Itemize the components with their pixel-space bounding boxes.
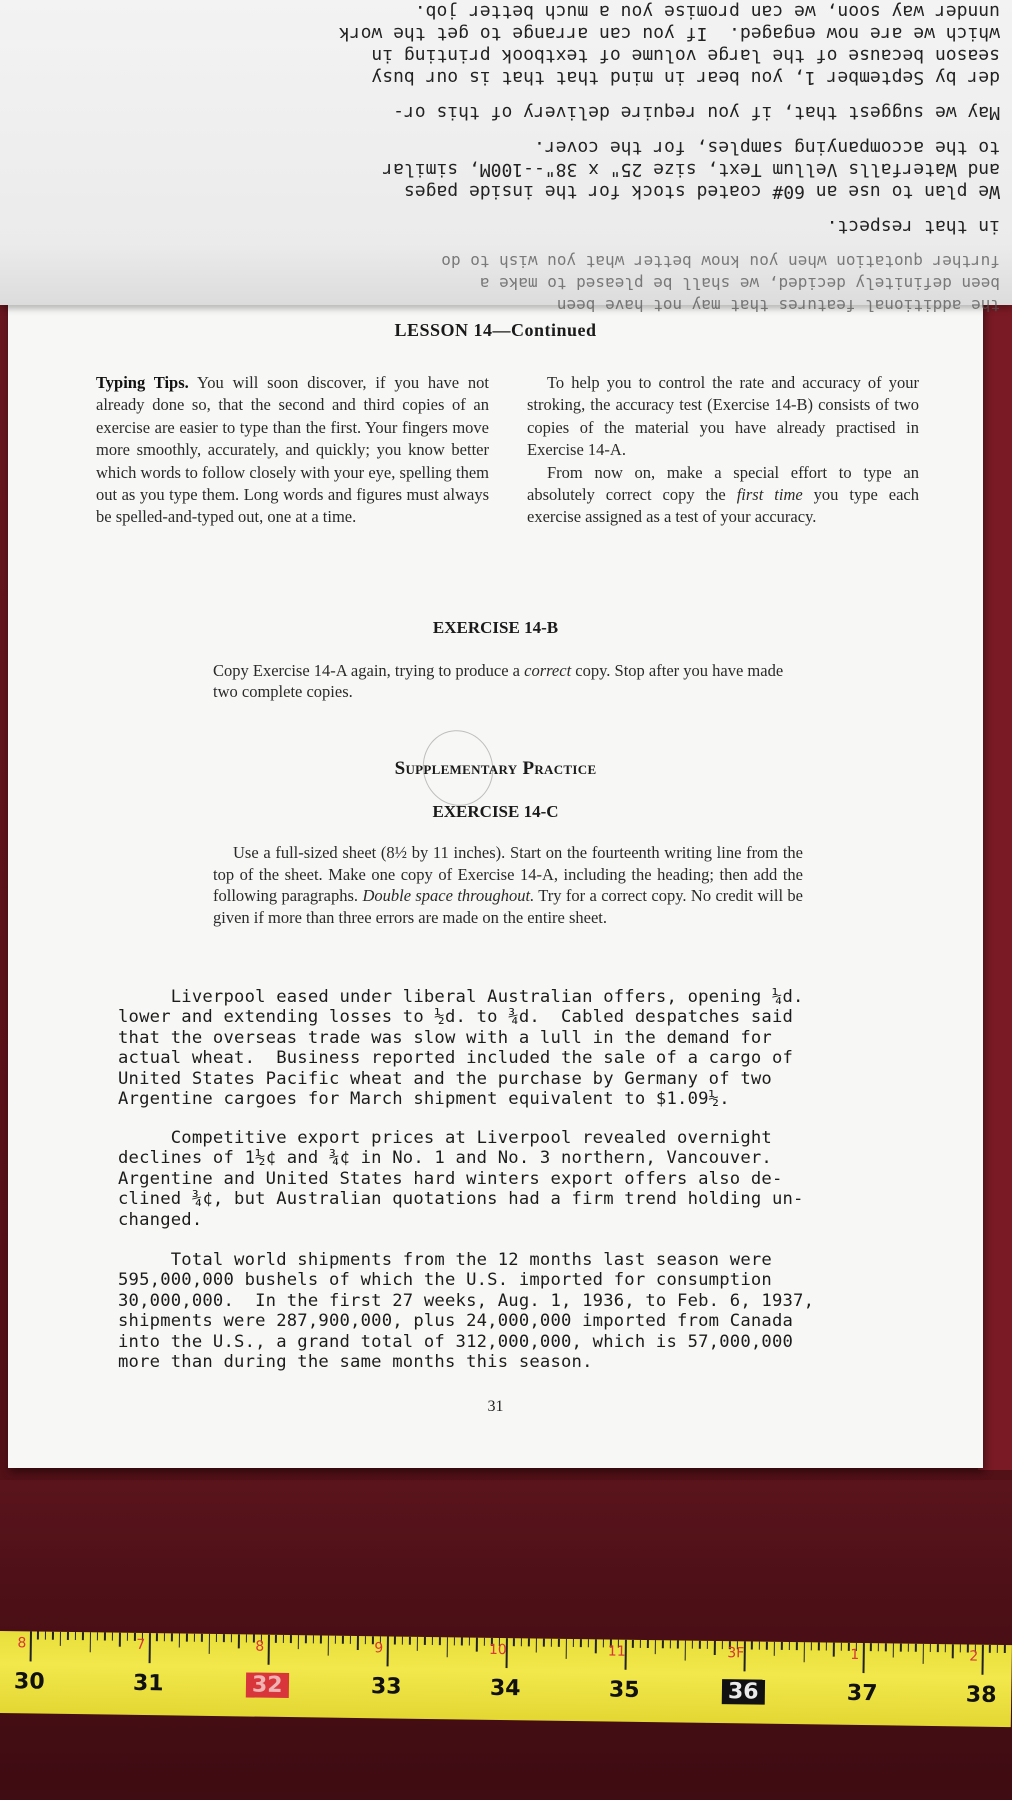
ruler-tick — [446, 1637, 448, 1657]
ruler-tick — [394, 1637, 396, 1645]
ruler-tick — [647, 1640, 649, 1648]
ruler-tick — [536, 1638, 538, 1652]
ruler-tick — [781, 1642, 783, 1650]
ruler-tick — [848, 1643, 850, 1651]
upside-down-line: which we are now engaged. If you can arrange to get the work — [338, 23, 1000, 44]
ruler-tick — [45, 1632, 47, 1640]
ruler-tick — [662, 1640, 664, 1648]
ruler-number: 31 — [132, 1670, 164, 1697]
ruler-tick — [959, 1644, 961, 1652]
ruler-tick — [900, 1644, 902, 1652]
ruler-tick — [997, 1645, 999, 1653]
ruler-small-mark: 2 — [969, 1648, 979, 1665]
lesson-title: LESSON 14—Continued — [394, 320, 597, 340]
upside-down-line: We plan to use an 60# coated stock for the inside pages — [403, 181, 1000, 202]
ruler-tick — [669, 1640, 671, 1648]
upside-down-line: and Waterfalls Vellum Text, size 25" x 38"--100M, similar — [382, 159, 1000, 180]
ruler-tick — [484, 1638, 486, 1646]
ruler-tick — [684, 1641, 686, 1661]
typed-line: changed. — [118, 1209, 203, 1230]
ruler-tick — [37, 1632, 39, 1640]
upside-down-line: the additional features that may not have been — [556, 296, 1000, 315]
ruler-tick — [193, 1634, 195, 1642]
ruler-tick — [283, 1635, 285, 1643]
ruler-tick — [327, 1636, 329, 1656]
ruler-number: 35 — [608, 1677, 640, 1703]
ruler-tick — [907, 1644, 909, 1652]
ruler-tick — [431, 1637, 433, 1645]
ruler-tick — [134, 1633, 136, 1641]
ruler-tick — [231, 1634, 233, 1642]
ruler-tick — [878, 1643, 880, 1651]
upside-down-line: to the accompanying samples, for the cover. — [534, 137, 1000, 158]
typed-line: Liverpool eased under liberal Australian offers, opening ¼d. — [118, 987, 804, 1007]
ruler-tick — [885, 1643, 887, 1651]
ruler-tick — [833, 1643, 835, 1657]
ruler-tick — [75, 1632, 77, 1640]
typed-paragraph-3 — [118, 1250, 928, 1372]
ruler-tick — [945, 1644, 947, 1652]
book-page — [8, 290, 983, 1468]
ruler-tick — [550, 1639, 552, 1647]
ruler-tick — [461, 1637, 463, 1645]
ruler-tick — [654, 1640, 656, 1654]
ruler-small-mark: 8 — [17, 1635, 27, 1652]
ruler-tick — [766, 1642, 768, 1650]
ruler-small-mark: 7 — [136, 1636, 146, 1654]
ruler-tick — [521, 1638, 523, 1646]
exercise-14b-title: EXERCISE 14-B — [432, 618, 559, 637]
ruler-tick — [714, 1641, 716, 1655]
accuracy-column — [527, 372, 919, 529]
upside-down-line: season because of the large volume of textbook printing in — [371, 45, 1000, 66]
ruler-tick — [149, 1633, 151, 1663]
typed-line: Total world shipments from the 12 months last season were — [118, 1250, 772, 1270]
typed-line: declines of 1½¢ and ¾¢ in No. 1 and No. 3 northern, Vancouver. — [118, 1148, 772, 1169]
ruler-tick — [216, 1634, 218, 1642]
typed-paragraph-2 — [118, 1128, 928, 1230]
ruler-tick — [119, 1633, 121, 1647]
ruler-tick — [543, 1639, 545, 1647]
typed-line: United States Pacific wheat and the purchase by Germany of two — [118, 1068, 772, 1089]
ruler-tick — [298, 1635, 300, 1649]
ruler-tick — [937, 1644, 939, 1652]
exercise-14c-title: EXERCISE 14-C — [432, 802, 559, 821]
exercise-14c-text: Use a full-sized sheet (8½ by 11 inches). Start on the fourteenth writing line from the top of the sheet. Make one copy of Exercise 14-A, including the heading; then add the following paragraphs. Double space throughout. Try for a correct copy. No credit will be given if more than three errors are made on the entire sheet. — [213, 843, 804, 927]
typed-line: 595,000,000 bushels of which the U.S. imported for consumption — [118, 1270, 772, 1291]
ruler-small-mark: 3F — [727, 1645, 745, 1662]
ruler-tick — [692, 1641, 694, 1649]
upside-down-text — [10, 0, 1000, 316]
ruler-tick — [357, 1636, 359, 1650]
ruler-tick — [290, 1635, 292, 1643]
ruler-tick — [699, 1641, 701, 1649]
ruler-tick — [595, 1639, 597, 1653]
ruler-tick — [268, 1635, 270, 1665]
ruler-tick — [892, 1643, 894, 1657]
ruler-tick — [476, 1638, 478, 1652]
typed-line: 30,000,000. In the first 27 weeks, Aug. 1, 1936, to Feb. 6, 1937, — [118, 1290, 815, 1311]
typing-tips-label: Typing Tips. — [96, 373, 189, 392]
accuracy-paragraph-2: From now on, make a special effort to type an absolutely correct copy the first time you type each exercise assigned as a test of your accuracy. — [527, 462, 919, 527]
ruler-tick — [967, 1645, 969, 1653]
ruler-tick — [365, 1636, 367, 1644]
ruler-tick — [402, 1637, 404, 1645]
upside-down-line: der by September 1, you bear in mind that that is our busy — [371, 67, 1000, 88]
ruler-tick — [915, 1644, 917, 1652]
ruler-tick — [469, 1638, 471, 1646]
ruler-tick — [208, 1634, 210, 1654]
upside-down-line: been definitely decided, we shall be pleased to make a — [479, 274, 1000, 293]
ruler-tick — [335, 1636, 337, 1644]
upside-down-line: unnder way soon, we can promise you a much better job. — [414, 1, 1000, 22]
ruler-tick — [164, 1633, 166, 1641]
ruler-tick — [372, 1636, 374, 1644]
ruler-tick — [387, 1636, 389, 1666]
upside-down-line: May we suggest that, if you require delivery of this or- — [393, 102, 1000, 123]
ruler-tick — [707, 1641, 709, 1649]
ruler-small-mark: 1 — [850, 1646, 860, 1663]
upside-down-line: further quotation when you know better what you wish to do — [441, 252, 1000, 271]
ruler-tick — [603, 1639, 605, 1647]
ruler-tick — [342, 1636, 344, 1644]
ruler-number: 30 — [13, 1669, 45, 1695]
typed-line: Competitive export prices at Liverpool revealed overnight — [118, 1128, 772, 1148]
ruler-tick — [862, 1643, 864, 1673]
ruler-tick — [82, 1632, 84, 1640]
typed-line: lower and extending losses to ½d. to ¾d. Cabled despatches said — [118, 1007, 794, 1028]
ruler-small-mark: 8 — [255, 1638, 265, 1655]
typed-line: Argentine and United States hard winters export offers also de- — [118, 1168, 783, 1189]
ruler-tick — [320, 1635, 322, 1643]
ruler-number: 34 — [489, 1675, 521, 1702]
ruler-small-mark: 11 — [607, 1643, 626, 1660]
typed-line: more than during the same months this season. — [118, 1352, 593, 1373]
typing-tips-text: You will soon discover, if you have not already done so, that the second and third copies of an exercise are easier to type than the first. Your fingers move more smoothly, accurately, and quickly; you know better which words to follow closely with your eye, spelling them out as you type them. Long words and figures must always be spelled-and-typed out, one at a time. — [96, 373, 490, 527]
ruler-tick — [305, 1635, 307, 1643]
measuring-ruler — [0, 1631, 1012, 1727]
ruler-tick — [632, 1640, 634, 1648]
typed-line: Argentine cargoes for March shipment equivalent to $1.09½. — [118, 1089, 730, 1110]
ruler-tick — [773, 1642, 775, 1656]
ruler-tick — [156, 1633, 158, 1641]
ruler-tick — [803, 1642, 805, 1662]
ruler-tick — [223, 1634, 225, 1642]
ruler-tick — [840, 1643, 842, 1651]
ruler-tick — [417, 1637, 419, 1651]
ruler-tick — [454, 1637, 456, 1645]
ruler-tick — [238, 1634, 240, 1648]
cover-edge — [978, 300, 1012, 1470]
ruler-tick — [104, 1632, 106, 1640]
ruler-tick — [97, 1632, 99, 1640]
ruler-tick — [759, 1642, 761, 1650]
typed-paragraph-1 — [118, 987, 928, 1109]
ruler-number: 38 — [965, 1682, 997, 1708]
ruler-tick — [30, 1631, 32, 1661]
ruler-tick — [952, 1644, 954, 1658]
page-number: 31 — [487, 1398, 504, 1415]
ruler-tick — [573, 1639, 575, 1647]
ruler-tick — [60, 1632, 62, 1646]
ruler-number: 33 — [370, 1674, 402, 1700]
ruler-tick — [112, 1633, 114, 1641]
ruler-tick — [870, 1643, 872, 1651]
ruler-small-mark: 10 — [488, 1641, 507, 1659]
ruler-tick — [513, 1638, 515, 1646]
ruler-small-mark: 9 — [374, 1640, 384, 1657]
ruler-tick — [312, 1635, 314, 1643]
typed-line: clined ¾¢, but Australian quotations had a firm trend holding un- — [118, 1189, 804, 1210]
ruler-tick — [640, 1640, 642, 1648]
ruler-tick — [558, 1639, 560, 1647]
ruler-tick — [89, 1632, 91, 1652]
ruler-tick — [409, 1637, 411, 1645]
ruler-tick — [186, 1634, 188, 1642]
ruler-tick — [751, 1641, 753, 1649]
ruler-tick — [528, 1638, 530, 1646]
ruler-tick — [818, 1642, 820, 1650]
ruler-tick — [580, 1639, 582, 1647]
ruler-tick — [922, 1644, 924, 1664]
supplementary-practice-title: Supplementary Practice — [394, 758, 597, 779]
ruler-tick — [171, 1633, 173, 1641]
ruler-tick — [565, 1639, 567, 1659]
ruler-number: 32 — [246, 1672, 289, 1698]
ruler-tick — [788, 1642, 790, 1650]
ruler-tick — [677, 1640, 679, 1648]
ruler-number: 36 — [722, 1679, 765, 1705]
typing-tips-column — [96, 372, 489, 529]
ruler-tick — [275, 1635, 277, 1643]
ruler-tick — [424, 1637, 426, 1645]
ruler-tick — [826, 1643, 828, 1651]
upside-down-line: in that respect. — [826, 216, 1000, 237]
ruler-tick — [350, 1636, 352, 1644]
ruler-tick — [796, 1642, 798, 1650]
ruler-tick — [179, 1633, 181, 1647]
ruler-tick — [253, 1635, 255, 1643]
ruler-tick — [439, 1637, 441, 1645]
ruler-tick — [52, 1632, 54, 1640]
ruler-tick — [989, 1645, 991, 1653]
typed-line: that the overseas trade was slow with a lull in the demand for — [118, 1027, 772, 1048]
accuracy-paragraph-1: To help you to control the rate and accuracy of your stroking, the accuracy test (Exercise 14-B) consists of two copies of the material you have already practised in Exercise 14-A. — [527, 373, 919, 460]
ruler-tick — [981, 1645, 983, 1675]
ruler-tick — [1004, 1645, 1006, 1653]
ruler-tick — [127, 1633, 129, 1641]
ruler-tick — [67, 1632, 69, 1640]
ruler-number: 37 — [846, 1680, 878, 1707]
ruler-tick — [588, 1639, 590, 1647]
typed-line: shipments were 287,900,000, plus 24,000,000 imported from Canada — [118, 1311, 794, 1332]
typed-line: into the U.S., a grand total of 312,000,000, which is 57,000,000 — [118, 1331, 794, 1352]
upside-down-sheet — [0, 0, 1012, 315]
ruler-tick — [201, 1634, 203, 1642]
ruler-tick — [811, 1642, 813, 1650]
typed-line: actual wheat. Business reported included the sale of a cargo of — [118, 1048, 794, 1069]
ruler-tick — [930, 1644, 932, 1652]
ruler-tick — [246, 1634, 248, 1642]
ruler-tick — [722, 1641, 724, 1649]
exercise-14b-text: Copy Exercise 14-A again, trying to produce a correct copy. Stop after you have made two complete copies. — [213, 661, 784, 701]
